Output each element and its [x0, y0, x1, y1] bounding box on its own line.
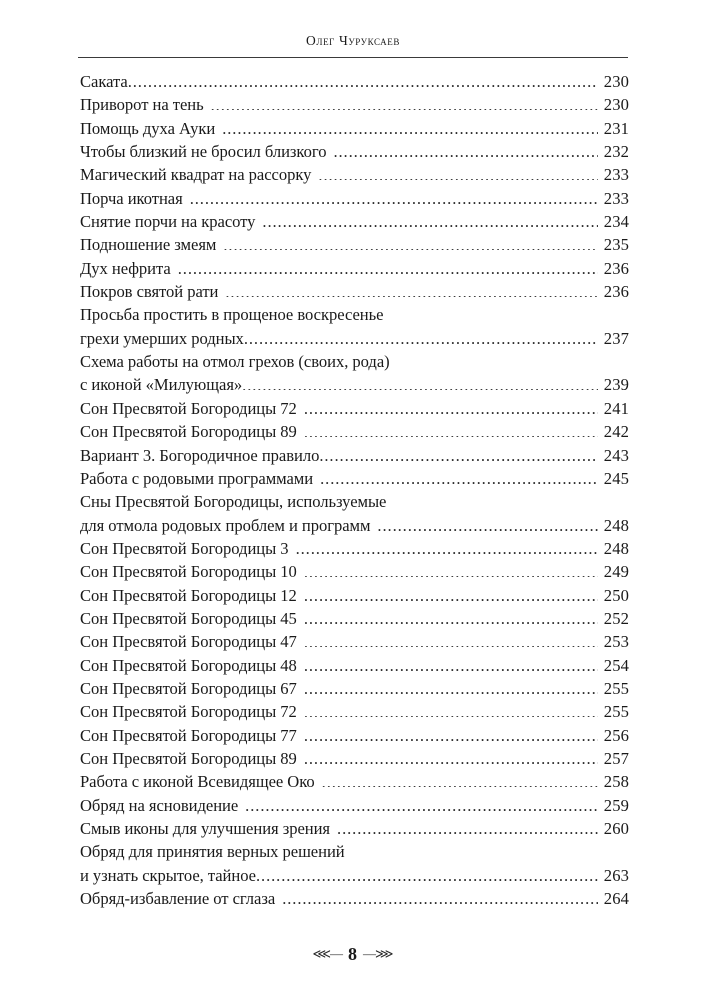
toc-entry-title: для отмола родовых проблем и программ	[80, 515, 371, 535]
toc-entry[interactable]	[80, 420, 629, 443]
toc-dot-leader	[244, 327, 598, 344]
toc-dot-leader	[223, 234, 597, 251]
running-head: Олег Чуруксаев	[306, 33, 400, 48]
toc-entry-title: Сон Пресвятой Богородицы 3	[80, 538, 289, 558]
page-number: 8	[348, 944, 357, 964]
toc-entry-page-number: 248	[603, 538, 629, 558]
toc-entry-title: Сон Пресвятой Богородицы 67	[80, 678, 297, 698]
toc-entry-title: Сон Пресвятой Богородицы 45	[80, 608, 297, 628]
toc-entry-title: грехи умерших родных	[80, 328, 244, 348]
toc-dot-leader	[304, 607, 598, 624]
toc-entry-title: Дух нефрита	[80, 258, 171, 278]
toc-entry[interactable]	[80, 117, 629, 140]
toc-dot-leader	[386, 491, 597, 508]
toc-entry[interactable]	[80, 630, 629, 653]
toc-entry-title: Магический квадрат на рассорку	[80, 165, 312, 185]
toc-entry[interactable]	[80, 233, 629, 256]
toc-entry-page-number: 250	[603, 585, 629, 605]
toc-entry[interactable]	[80, 210, 629, 233]
toc-entry[interactable]	[80, 140, 629, 163]
toc-dot-leader	[256, 864, 598, 881]
toc-entry-title: Обряд для принятия верных решений	[80, 842, 345, 862]
toc-entry[interactable]	[80, 444, 629, 467]
toc-entry[interactable]	[80, 280, 629, 303]
toc-entry-page-number: 260	[603, 819, 629, 838]
toc-entry[interactable]	[80, 163, 629, 186]
toc-entry-page-number: 231	[603, 118, 629, 138]
ornament-left-icon: ⋘—	[312, 946, 342, 961]
toc-dot-leader	[320, 467, 597, 484]
toc-entry[interactable]	[80, 373, 629, 396]
toc-entry-title: Сны Пресвятой Богородицы, используемые	[80, 492, 387, 512]
toc-entry-page-number: 236	[603, 282, 629, 302]
toc-entry-page-number: 254	[603, 655, 629, 675]
toc-entry-title: Помощь духа Ауки	[80, 118, 216, 138]
toc-entry-title: Сон Пресвятой Богородицы 48	[80, 655, 297, 675]
toc-dot-leader	[304, 631, 598, 648]
toc-entry[interactable]	[80, 747, 629, 770]
toc-entry-title: Снятие порчи на красоту	[80, 212, 256, 232]
toc-dot-leader	[304, 584, 598, 601]
toc-entry[interactable]	[80, 490, 629, 513]
toc-dot-leader	[211, 94, 598, 111]
toc-entry-title: Работа с иконой Всевидящее Око	[80, 772, 315, 792]
toc-entry[interactable]	[80, 397, 629, 420]
toc-entry-page-number: 235	[603, 235, 629, 255]
toc-entry[interactable]	[80, 467, 629, 490]
toc-entry-page-number: 233	[603, 188, 629, 208]
toc-entry-title: Порча икотная	[80, 188, 183, 208]
toc-entry-title: Саката	[80, 72, 128, 91]
toc-dot-leader	[345, 841, 598, 858]
toc-entry[interactable]	[80, 514, 629, 537]
toc-entry[interactable]	[80, 864, 629, 887]
toc-entry-title: Приворот на тень	[80, 95, 204, 115]
toc-entry-title: Сон Пресвятой Богородицы 10	[80, 562, 297, 582]
toc-entry-title: Сон Пресвятой Богородицы 12	[80, 585, 297, 605]
toc-entry-page-number: 237	[603, 328, 629, 348]
toc-entry-page-number: 230	[603, 95, 629, 115]
toc-entry-page-number: 234	[603, 212, 629, 232]
toc-entry-title: с иконой «Милующая»	[80, 375, 243, 395]
toc-entry-page-number: 233	[603, 165, 629, 185]
toc-entry-page-number: 245	[603, 468, 629, 488]
toc-entry[interactable]	[80, 700, 629, 723]
toc-entry[interactable]	[80, 654, 629, 677]
toc-entry-page-number: 236	[603, 258, 629, 278]
toc-entry-title: Схема работы на отмол грехов (своих, рода)	[80, 352, 390, 372]
toc-dot-leader	[242, 374, 597, 391]
toc-dot-leader	[318, 164, 597, 181]
toc-dot-leader	[304, 654, 598, 671]
toc-entry-page-number: 264	[603, 889, 629, 909]
toc-entry-title: Работа с родовыми программами	[80, 468, 314, 488]
toc-dot-leader	[296, 537, 598, 554]
toc-entry-page-number: 258	[603, 772, 629, 792]
toc-dot-leader	[390, 351, 598, 368]
toc-dot-leader	[304, 561, 598, 578]
toc-entry[interactable]	[80, 794, 629, 817]
toc-dot-leader	[319, 444, 597, 461]
toc-dot-leader	[377, 514, 597, 531]
toc-entry-page-number: 239	[603, 375, 629, 395]
toc-entry[interactable]	[80, 817, 629, 840]
toc-entry[interactable]	[80, 327, 629, 350]
toc-dot-leader	[304, 701, 598, 718]
toc-entry[interactable]	[80, 584, 629, 607]
toc-entry-page-number: 257	[603, 748, 629, 768]
toc-dot-leader	[304, 397, 598, 414]
toc-dot-leader	[222, 117, 597, 134]
toc-dot-leader	[337, 817, 597, 834]
toc-dot-leader	[245, 794, 597, 811]
toc-entry-title: Обряд-избавление от сглаза	[80, 889, 276, 909]
ornament-right-icon: —⋙	[363, 946, 393, 961]
toc-entry-title: Сон Пресвятой Богородицы 47	[80, 632, 297, 652]
toc-entry[interactable]	[80, 840, 629, 863]
toc-dot-leader	[304, 724, 598, 741]
toc-entry[interactable]	[80, 187, 629, 210]
toc-entry-page-number: 243	[603, 445, 629, 465]
toc-dot-leader	[190, 187, 598, 204]
toc-dot-leader	[304, 677, 598, 694]
toc-entry-page-number: 241	[603, 398, 629, 418]
toc-entry-title: Сон Пресвятой Богородицы 72	[80, 398, 297, 418]
toc-entry-page-number: 259	[603, 795, 629, 815]
toc-dot-leader	[128, 70, 598, 87]
toc-entry[interactable]	[80, 303, 629, 326]
toc-entry-page-number: 248	[603, 515, 629, 535]
toc-entry-page-number: 232	[603, 142, 629, 162]
toc-entry-page-number: 263	[603, 865, 629, 885]
toc-entry-page-number: 256	[603, 725, 629, 745]
toc-entry[interactable]	[80, 724, 629, 747]
toc-entry[interactable]	[80, 770, 629, 793]
toc-entry-page-number: 242	[603, 422, 629, 442]
toc-entry[interactable]	[80, 677, 629, 700]
toc-entry-title: Смыв иконы для улучшения зрения	[80, 819, 331, 838]
toc-entry-title: Чтобы близкий не бросил близкого	[80, 142, 327, 162]
toc-entry-title: Сон Пресвятой Богородицы 72	[80, 702, 297, 722]
toc-dot-leader	[383, 304, 597, 321]
toc-entry-page-number: 255	[603, 702, 629, 722]
toc-entry-page-number: 252	[603, 608, 629, 628]
toc-entry[interactable]	[80, 607, 629, 630]
toc-entry-title: и узнать скрытое, тайное	[80, 865, 256, 885]
page-footer	[0, 944, 705, 965]
toc-entry-title: Сон Пресвятой Богородицы 77	[80, 725, 297, 745]
toc-dot-leader	[225, 281, 597, 298]
toc-entry-title: Сон Пресвятой Богородицы 89	[80, 422, 297, 442]
toc-dot-leader	[262, 210, 597, 227]
toc-entry-title: Вариант 3. Богородичное правило	[80, 445, 320, 465]
toc-dot-leader	[333, 140, 597, 157]
toc-dot-leader	[304, 747, 598, 764]
toc-entry[interactable]	[80, 93, 629, 116]
toc-entry-page-number: 255	[603, 678, 629, 698]
toc-entry[interactable]	[80, 560, 629, 583]
toc-entry-page-number: 253	[603, 632, 629, 652]
toc-dot-leader	[178, 257, 598, 274]
toc-entry[interactable]	[80, 537, 629, 560]
toc-entry-title: Покров святой рати	[80, 282, 219, 302]
toc-entry-page-number: 249	[603, 562, 629, 582]
toc-entry-title: Сон Пресвятой Богородицы 89	[80, 748, 297, 768]
toc-entry-title: Обряд на ясновидение	[80, 795, 239, 815]
toc-dot-leader	[282, 887, 597, 904]
toc-entry-page-number: 230	[603, 72, 629, 91]
toc-entry[interactable]	[80, 350, 629, 373]
table-of-contents	[80, 70, 629, 910]
toc-entry-title: Просьба простить в прощеное воскресенье	[80, 305, 384, 325]
toc-dot-leader	[322, 771, 598, 788]
header-rule	[78, 57, 628, 58]
toc-dot-leader	[304, 421, 598, 438]
toc-entry[interactable]	[80, 257, 629, 280]
toc-entry-title: Подношение змеям	[80, 235, 217, 255]
toc-entry[interactable]	[80, 887, 629, 910]
toc-entry[interactable]	[80, 70, 629, 93]
